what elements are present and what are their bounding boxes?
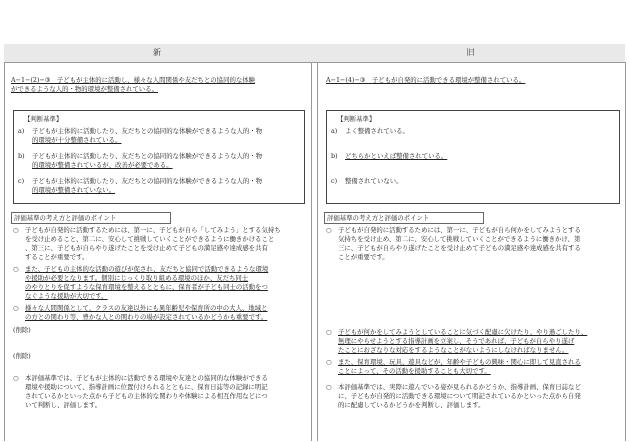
old-criteria-label: 【判断基準】 — [337, 115, 376, 123]
point-line: 子どもが自発的に活動するためには、第一に、子どもが自ら「してみよう」とする気持ち — [25, 226, 281, 234]
point-line: 、第三に、子どもが自らやり遂げたことを受け止めて子どもの満足感や達成感を共有 — [25, 244, 268, 252]
point-line: 的に配慮しているかどうかを判断し、評価します。 — [338, 401, 485, 409]
point-mark: ○ — [13, 304, 19, 312]
point-line: 三に、子どもが自らやり遂げたことを受け止めて子どもの満足感や達成感を共有する — [338, 244, 581, 252]
point-line: を受け止めること、第二に、安心して挑戦していくことができるように働きかけること — [25, 235, 275, 243]
criteria-mark: a) — [18, 127, 25, 135]
point-line: 子どもが何かをしてみようとしていることに気づく配慮に欠けたり、やり過ごしたり、 — [338, 328, 588, 336]
criteria-line: 的環境が整備されているが、改善が必要である。 — [32, 161, 173, 169]
point-line: いて判断し、評価します。 — [25, 401, 102, 409]
point-line: 気持ちを受け止め、第二に、安心して挑戦していくことができるように働きかけ、第 — [338, 235, 581, 243]
criteria-line: よく整備されている。 — [345, 127, 409, 135]
point-line: 本評価基準では、子どもが主体的に活動できる環境や友達との協同的な体験ができる — [25, 374, 268, 382]
point-line: することが重要です。 — [25, 253, 89, 261]
criteria-line: 子どもが主体的に活動したり、友だちとの協同的な体験ができるような人的・物 — [32, 152, 263, 160]
old-criteria-box — [326, 110, 620, 204]
new-points-label-box — [11, 212, 171, 224]
point-mark: ○ — [13, 265, 19, 273]
point-mark: ○ — [326, 383, 332, 391]
point-line: 子どもが自発的に活動するためには、第一に、子どもが自ら何かをしてみようとする — [338, 226, 581, 234]
point-line: に、子どもが自発的に活動できる環境について明記されているかといった点から自発 — [338, 392, 581, 400]
point-line: たことにおざなりな対応をするようなことがないようにしなければなりません。 — [338, 346, 569, 354]
new-criteria-box — [13, 110, 305, 204]
criteria-line: 子どもが主体的に活動したり、友だちとの協同的な体験ができるような人的・物 — [32, 177, 263, 185]
point-line: なぐような援助が大切です。 — [25, 292, 108, 300]
point-mark: ○ — [326, 226, 332, 234]
old-column — [317, 62, 626, 441]
old-points-label: 評価基準の考え方と評価のポイント — [327, 214, 430, 222]
criteria-line: 子どもが主体的に活動したり、友だちとの協同的な体験ができるような人的・物 — [32, 127, 263, 135]
deleted-note: (削除) — [13, 326, 31, 334]
point-line: されているかといった点から子どもの主体的な関わりや体験による相互作用などにつ — [25, 392, 268, 400]
table-header-row — [4, 44, 625, 63]
point-line: 無理にやらせようとする指導計画を立案し、そうであれば、子どもが自らやり遂げ — [338, 337, 575, 345]
point-mark: ○ — [13, 374, 19, 382]
criteria-line: どちらかといえば整備されている。 — [345, 152, 448, 160]
point-line: 本評価基準では、実際に遊んでいる姿が見られるかどうか、指導計画、保育日誌など — [338, 383, 581, 391]
old-points-label-box — [324, 212, 484, 224]
criteria-line: 的環境が整備されていない。 — [32, 186, 116, 194]
criteria-mark: b) — [331, 152, 338, 160]
criteria-mark: c) — [18, 177, 25, 185]
point-mark: ○ — [326, 358, 332, 366]
new-column — [4, 62, 312, 441]
point-line: また、子どもの主体的な活動の遊びが促され、友だちと協同で活動できるような環境 — [25, 265, 269, 273]
point-line: や援助が必要となります。個別にじっくり取り組める環境のほか、友だち同士 — [25, 274, 249, 282]
criteria-line: 整備されていない。 — [345, 177, 403, 185]
point-line: ことによって、その活動を援助することも大切です。 — [338, 367, 491, 375]
header-new: 新 — [153, 48, 161, 57]
header-old: 旧 — [466, 48, 475, 57]
point-line: 様々な人間関係として、クラスの友達以外にも異年齢児や保育所の中の大人、地域と — [25, 304, 268, 312]
old-title: A−1−(4)−③ 子どもが自発的に活動できる環境が整備されている。 — [326, 76, 526, 84]
new-title: A−1−(2)−③ 子どもが主体的に活動し、様々な人間関係や友だちとの協同的な体験ができるような人的・物的環境が整備されている。 — [11, 76, 256, 93]
point-line: 環境や援助について、指導計画に位置付けられるとともに、保育日誌等の記録に明記 — [25, 383, 268, 391]
point-line: のやりとりを促すような保育環境を整えるとともに、保育者が子ども同士の活動をつ — [25, 283, 268, 291]
criteria-mark: a) — [331, 127, 338, 135]
point-mark: ○ — [326, 328, 332, 336]
point-mark: ○ — [13, 226, 19, 234]
point-line: ことが重要です。 — [338, 253, 389, 261]
criteria-line: 的環境が十分整備されている。 — [32, 136, 122, 144]
criteria-mark: b) — [18, 152, 25, 160]
new-criteria-label: 【判断基準】 — [24, 115, 63, 123]
criteria-mark: c) — [331, 177, 338, 185]
point-line: また、保育環境、玩具、遊具などが、年齢や子どもの興味・関心に即して見直される — [338, 358, 581, 366]
new-points-label: 評価基準の考え方と評価のポイント — [14, 214, 117, 222]
deleted-note: (削除) — [13, 352, 31, 360]
point-line: の方との関わり等、豊かな人との関わりの場が設定されているかどうかも重要です。 — [25, 313, 268, 321]
